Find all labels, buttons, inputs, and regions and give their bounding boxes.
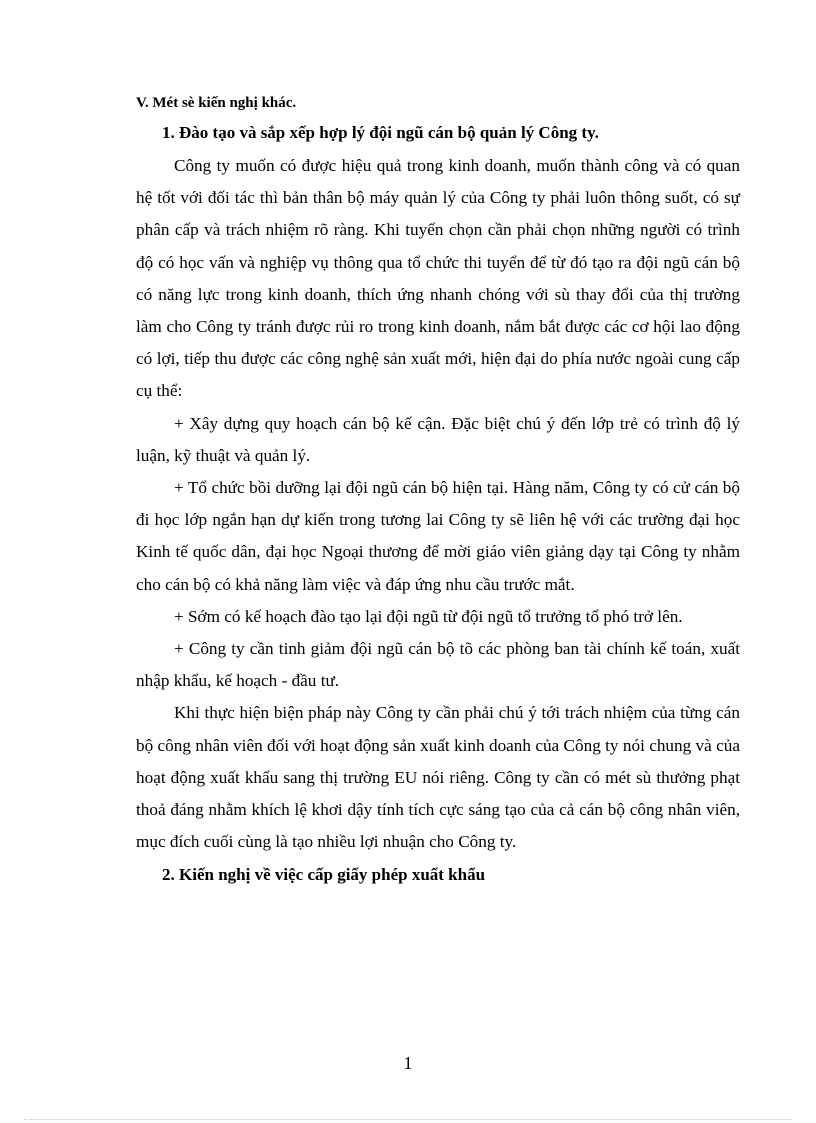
paragraph-staff-training: + Tổ chức bồi dưỡng lại đội ngũ cán bộ hiện tại. Hàng năm, Công ty có cử cán bộ đi học lớp ngắn hạn dự kiến trong tương lai Công ty sẽ liên hệ với các trường đại học Kinh tế quốc dân, đại học Ngoại thương để mời giáo viên giảng dạy tại Công ty nhằm cho cán bộ có khả năng làm việc và đáp ứng nhu cầu trước mắt.: [136, 478, 740, 594]
paragraph-succession-planning: + Xây dựng quy hoạch cán bộ kế cận. Đặc biệt chú ý đến lớp trẻ có trình độ lý luận, kỹ thuật và quản lý.: [136, 413, 740, 465]
paragraph-staff-streamlining: + Công ty cần tinh giảm đội ngũ cán bộ tõ các phòng ban tài chính kế toán, xuất nhập khẩu, kế hoạch - đầu tư.: [136, 639, 740, 691]
page-content: [136, 92, 740, 888]
page-bottom-edge: [24, 1119, 792, 1120]
heading-export-license: 2. Kiến nghị về việc cấp giấy phép xuất khẩu: [162, 865, 486, 885]
paragraph-responsibility: Khi thực hiện biện pháp này Công ty cần phải chú ý tới trách nhiệm của từng cán bộ công nhân viên đối với hoạt động sản xuất kinh doanh của Công ty nói chung và của hoạt động xuất khẩu sang thị trường EU nói riêng. Công ty cần có mét sù thưởng phạt thoả đáng nhằm khích lệ khơi dậy tính tích cực sáng tạo của cả cán bộ công nhân viên, mục đích cuối cùng là tạo nhiều lợi nhuận cho Công ty.: [136, 703, 740, 852]
paragraph-intro: Công ty muốn có được hiệu quả trong kinh doanh, muốn thành công và có quan hệ tốt với đối tác thì bản thân bộ máy quản lý của Công ty phải luôn thông suốt, có sự phân cấp và trách nhiệm rõ ràng. Khi tuyển chọn cần phải chọn những người có trình độ có học vấn và nghiệp vụ thông qua tổ chức thi tuyển để từ đó tạo ra đội ngũ cán bộ có năng lực trong kinh doanh, thích ứng nhanh chóng với sù thay đổi của thị trường làm cho Công ty tránh được rủi ro trong kinh doanh, nắm bắt được các cơ hội lao động có lợi, tiếp thu được các công nghệ sản xuất mới, hiện đại do phía nước ngoài cung cấp cụ thể:: [136, 156, 740, 401]
paragraph-retraining-plan: + Sớm có kế hoạch đào tạo lại đội ngũ từ đội ngũ tổ trưởng tổ phó trở lên.: [174, 606, 683, 626]
section-title: V. Mét sè kiến nghị khác.: [136, 95, 297, 111]
page-number: 1: [403, 1053, 413, 1073]
heading-training: 1. Đào tạo và sắp xếp hợp lý đội ngũ cán bộ quản lý Công ty.: [162, 123, 599, 142]
